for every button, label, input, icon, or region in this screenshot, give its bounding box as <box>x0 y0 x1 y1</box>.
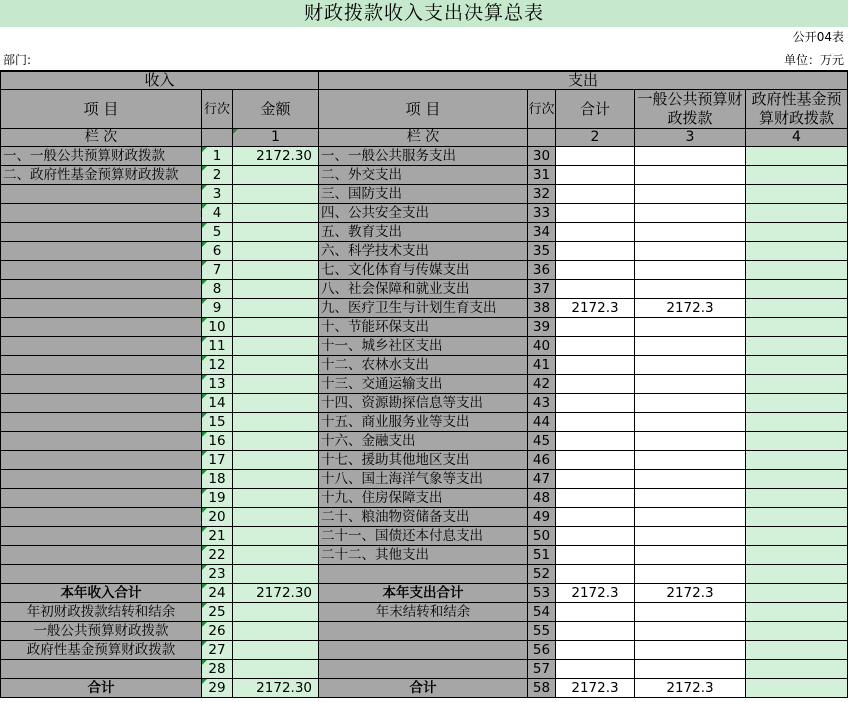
table-row <box>1 432 848 451</box>
expense-total-cell[interactable] <box>556 394 635 413</box>
table-row <box>1 318 848 337</box>
expense-total-cell[interactable] <box>556 204 635 223</box>
expense-line-no-cell: 33 <box>528 204 556 223</box>
table-row <box>1 470 848 489</box>
expense-item-cell: 十九、住房保障支出 <box>319 489 528 508</box>
expense-fund-budget-cell[interactable] <box>746 489 848 508</box>
income-amount-cell[interactable] <box>233 242 319 261</box>
expense-general-budget-cell[interactable] <box>635 318 746 337</box>
table-row <box>1 489 848 508</box>
expense-item-cell <box>319 565 528 584</box>
expense-line-no-cell: 54 <box>528 603 556 622</box>
expense-item-cell <box>319 660 528 679</box>
income-amount-cell[interactable] <box>233 261 319 280</box>
expense-general-budget-cell[interactable] <box>635 622 746 641</box>
expense-general-budget-cell[interactable] <box>635 337 746 356</box>
expense-fund-budget-cell[interactable] <box>746 527 848 546</box>
expense-item-cell: 十四、资源勘探信息等支出 <box>319 394 528 413</box>
expense-fund-budget-cell[interactable] <box>746 147 848 166</box>
table-row <box>1 660 848 679</box>
expense-line-no-cell: 40 <box>528 337 556 356</box>
income-item-cell <box>1 660 202 679</box>
income-line-no-cell: 8 <box>202 280 233 299</box>
expense-general-budget-cell[interactable] <box>635 204 746 223</box>
expense-total-cell[interactable] <box>556 413 635 432</box>
expense-fund-budget-cell[interactable] <box>746 223 848 242</box>
expense-fund-budget-cell[interactable] <box>746 299 848 318</box>
expense-fund-budget-cell[interactable] <box>746 280 848 299</box>
expense-total-cell[interactable]: 2172.3 <box>556 584 635 603</box>
expense-item-cell: 十五、商业服务业等支出 <box>319 413 528 432</box>
income-item-cell <box>1 489 202 508</box>
expense-general-budget-cell[interactable] <box>635 527 746 546</box>
form-code: 公开04表 <box>792 30 844 44</box>
income-amount-cell[interactable] <box>233 489 319 508</box>
income-amount-cell[interactable]: 2172.30 <box>233 584 319 603</box>
income-line-no-cell: 18 <box>202 470 233 489</box>
expense-item-cell: 二十一、国债还本付息支出 <box>319 527 528 546</box>
table-row <box>1 622 848 641</box>
income-item-cell: 二、政府性基金预算财政拨款 <box>1 166 202 185</box>
expense-line-no-cell: 42 <box>528 375 556 394</box>
expense-total-cell[interactable] <box>556 508 635 527</box>
expense-item-cell: 九、医疗卫生与计划生育支出 <box>319 299 528 318</box>
expense-line-no-cell: 45 <box>528 432 556 451</box>
income-line-no-cell: 27 <box>202 641 233 660</box>
income-line-no-cell: 26 <box>202 622 233 641</box>
expense-fund-budget-cell[interactable] <box>746 508 848 527</box>
expense-line-no-cell: 46 <box>528 451 556 470</box>
column-index-3: 3 <box>635 129 746 147</box>
income-line-no-cell: 5 <box>202 223 233 242</box>
income-item-cell <box>1 508 202 527</box>
expense-general-budget-cell[interactable] <box>635 166 746 185</box>
expense-line-no-cell: 57 <box>528 660 556 679</box>
expense-general-budget-cell[interactable] <box>635 185 746 204</box>
expense-total-cell[interactable] <box>556 622 635 641</box>
expense-fund-budget-cell[interactable] <box>746 660 848 679</box>
table-row <box>1 584 848 603</box>
income-amount-cell[interactable] <box>233 508 319 527</box>
income-line-no-cell: 10 <box>202 318 233 337</box>
column-index-1: 1 <box>233 129 319 147</box>
unit-label: 单位：万元 <box>783 53 844 67</box>
column-index-2: 2 <box>556 129 635 147</box>
expense-fund-budget-cell[interactable] <box>746 641 848 660</box>
income-line-no-cell: 6 <box>202 242 233 261</box>
table-row <box>1 565 848 584</box>
income-amount-cell[interactable] <box>233 603 319 622</box>
income-amount-cell[interactable] <box>233 432 319 451</box>
income-amount-cell[interactable] <box>233 204 319 223</box>
expense-fund-budget-cell[interactable] <box>746 470 848 489</box>
table-row <box>1 508 848 527</box>
income-amount-cell[interactable] <box>233 394 319 413</box>
income-item-cell <box>1 470 202 489</box>
expense-line-no-cell: 30 <box>528 147 556 166</box>
expense-general-budget-cell[interactable] <box>635 223 746 242</box>
expense-total-cell[interactable] <box>556 280 635 299</box>
table-row <box>1 527 848 546</box>
expense-total-cell[interactable] <box>556 660 635 679</box>
expense-line-no-cell: 44 <box>528 413 556 432</box>
table-row <box>1 261 848 280</box>
table-row <box>1 299 848 318</box>
page-title: 财政拨款收入支出决算总表 <box>0 0 848 27</box>
expense-fund-budget-cell[interactable] <box>746 546 848 565</box>
expense-general-budget-cell[interactable] <box>635 432 746 451</box>
expense-total-cell[interactable] <box>556 565 635 584</box>
table-row <box>1 451 848 470</box>
table-row <box>1 185 848 204</box>
column-row-label: 栏 次 <box>319 129 528 147</box>
expense-item-cell: 二十、粮油物资储备支出 <box>319 508 528 527</box>
income-amount-cell[interactable] <box>233 470 319 489</box>
expense-general-budget-cell[interactable] <box>635 356 746 375</box>
expense-general-budget-cell[interactable] <box>635 603 746 622</box>
income-item-cell <box>1 432 202 451</box>
expense-general-budget-cell[interactable] <box>635 565 746 584</box>
expense-general-budget-cell[interactable] <box>635 280 746 299</box>
income-amount-cell[interactable] <box>233 527 319 546</box>
income-amount-cell[interactable] <box>233 299 319 318</box>
expense-fund-budget-cell[interactable] <box>746 451 848 470</box>
expense-fund-budget-cell[interactable] <box>746 375 848 394</box>
expense-general-budget-cell[interactable]: 2172.3 <box>635 299 746 318</box>
income-line-no-cell: 14 <box>202 394 233 413</box>
income-item-cell: 合计 <box>1 679 202 698</box>
amount-header: 金额 <box>233 90 319 129</box>
expense-fund-budget-cell[interactable] <box>746 318 848 337</box>
income-line-no-header: 行次 <box>202 90 233 129</box>
expense-line-no-cell: 39 <box>528 318 556 337</box>
income-item-cell <box>1 413 202 432</box>
fund-budget-header: 政府性基金预算财政拨款 <box>746 90 848 129</box>
expense-item-cell <box>319 622 528 641</box>
income-line-no-cell: 22 <box>202 546 233 565</box>
expense-general-budget-cell[interactable] <box>635 394 746 413</box>
expense-line-no-cell: 47 <box>528 470 556 489</box>
expense-fund-budget-cell[interactable] <box>746 356 848 375</box>
income-item-cell <box>1 185 202 204</box>
income-line-no-cell: 20 <box>202 508 233 527</box>
income-line-no-cell: 3 <box>202 185 233 204</box>
income-amount-cell[interactable]: 2172.30 <box>233 147 319 166</box>
expense-general-budget-cell[interactable] <box>635 242 746 261</box>
expense-total-cell[interactable] <box>556 641 635 660</box>
expense-item-cell: 七、文化体育与传媒支出 <box>319 261 528 280</box>
expense-total-cell[interactable] <box>556 546 635 565</box>
income-amount-cell[interactable] <box>233 546 319 565</box>
income-item-cell <box>1 527 202 546</box>
income-line-no-cell: 21 <box>202 527 233 546</box>
table-row <box>1 413 848 432</box>
expense-total-cell[interactable] <box>556 603 635 622</box>
expense-fund-budget-cell[interactable] <box>746 242 848 261</box>
expense-line-no-cell: 48 <box>528 489 556 508</box>
expense-fund-budget-cell[interactable] <box>746 603 848 622</box>
expense-total-cell[interactable] <box>556 432 635 451</box>
expense-general-budget-cell[interactable]: 2172.3 <box>635 584 746 603</box>
table-row <box>1 394 848 413</box>
expense-item-cell: 十六、金融支出 <box>319 432 528 451</box>
column-row-blank <box>202 129 233 147</box>
income-line-no-cell: 15 <box>202 413 233 432</box>
income-line-no-cell: 4 <box>202 204 233 223</box>
income-amount-cell[interactable] <box>233 375 319 394</box>
expense-total-cell[interactable] <box>556 337 635 356</box>
expense-general-budget-cell[interactable] <box>635 413 746 432</box>
expense-section-header: 支出 <box>319 71 848 90</box>
expense-total-cell[interactable] <box>556 166 635 185</box>
expense-item-cell: 二、外交支出 <box>319 166 528 185</box>
expense-total-cell[interactable] <box>556 489 635 508</box>
expense-total-cell[interactable] <box>556 451 635 470</box>
income-item-cell <box>1 356 202 375</box>
income-amount-cell[interactable] <box>233 318 319 337</box>
expense-line-no-cell: 32 <box>528 185 556 204</box>
income-line-no-cell: 1 <box>202 147 233 166</box>
expense-total-cell[interactable] <box>556 470 635 489</box>
expense-line-no-cell: 55 <box>528 622 556 641</box>
table-row <box>1 147 848 166</box>
budget-table <box>0 70 848 698</box>
general-budget-header: 一般公共预算财政拨款 <box>635 90 746 129</box>
income-amount-cell[interactable] <box>233 337 319 356</box>
expense-item-cell: 十八、国土海洋气象等支出 <box>319 470 528 489</box>
income-line-no-cell: 28 <box>202 660 233 679</box>
expense-general-budget-cell[interactable] <box>635 451 746 470</box>
income-amount-cell[interactable] <box>233 565 319 584</box>
income-amount-cell[interactable] <box>233 660 319 679</box>
expense-total-cell[interactable] <box>556 185 635 204</box>
expense-general-budget-cell[interactable]: 2172.3 <box>635 679 746 698</box>
expense-general-budget-cell[interactable] <box>635 261 746 280</box>
expense-fund-budget-cell[interactable] <box>746 166 848 185</box>
income-line-no-cell: 11 <box>202 337 233 356</box>
expense-item-cell: 十七、援助其他地区支出 <box>319 451 528 470</box>
expense-item-cell <box>319 641 528 660</box>
expense-fund-budget-cell[interactable] <box>746 204 848 223</box>
expense-general-budget-cell[interactable] <box>635 375 746 394</box>
income-item-cell <box>1 242 202 261</box>
column-index-4: 4 <box>746 129 848 147</box>
income-item-cell <box>1 204 202 223</box>
expense-line-no-header: 行次 <box>528 90 556 129</box>
income-item-cell <box>1 394 202 413</box>
income-line-no-cell: 25 <box>202 603 233 622</box>
table-row <box>1 641 848 660</box>
expense-line-no-cell: 36 <box>528 261 556 280</box>
expense-general-budget-cell[interactable] <box>635 660 746 679</box>
expense-item-cell: 十一、城乡社区支出 <box>319 337 528 356</box>
income-item-header: 项 目 <box>1 90 202 129</box>
expense-item-cell: 六、科学技术支出 <box>319 242 528 261</box>
income-line-no-cell: 9 <box>202 299 233 318</box>
expense-total-cell[interactable] <box>556 147 635 166</box>
table-row <box>1 337 848 356</box>
expense-item-cell: 八、社会保障和就业支出 <box>319 280 528 299</box>
expense-item-cell: 三、国防支出 <box>319 185 528 204</box>
expense-item-header: 项 目 <box>319 90 528 129</box>
income-item-cell: 年初财政拨款结转和结余 <box>1 603 202 622</box>
expense-general-budget-cell[interactable] <box>635 470 746 489</box>
expense-general-budget-cell[interactable] <box>635 147 746 166</box>
income-item-cell <box>1 223 202 242</box>
expense-total-cell[interactable]: 2172.3 <box>556 299 635 318</box>
expense-item-cell: 二十二、其他支出 <box>319 546 528 565</box>
expense-general-budget-cell[interactable] <box>635 489 746 508</box>
income-line-no-cell: 29 <box>202 679 233 698</box>
income-item-cell <box>1 451 202 470</box>
income-amount-cell[interactable] <box>233 356 319 375</box>
income-amount-cell[interactable] <box>233 185 319 204</box>
expense-line-no-cell: 38 <box>528 299 556 318</box>
expense-fund-budget-cell[interactable] <box>746 584 848 603</box>
income-item-cell <box>1 280 202 299</box>
expense-item-cell: 十、节能环保支出 <box>319 318 528 337</box>
income-line-no-cell: 12 <box>202 356 233 375</box>
expense-general-budget-cell[interactable] <box>635 546 746 565</box>
income-amount-cell[interactable] <box>233 280 319 299</box>
expense-fund-budget-cell[interactable] <box>746 261 848 280</box>
expense-item-cell: 一、一般公共服务支出 <box>319 147 528 166</box>
table-row <box>1 166 848 185</box>
expense-line-no-cell: 52 <box>528 565 556 584</box>
expense-item-cell: 五、教育支出 <box>319 223 528 242</box>
expense-general-budget-cell[interactable] <box>635 641 746 660</box>
table-row <box>1 223 848 242</box>
table-row <box>1 204 848 223</box>
expense-line-no-cell: 34 <box>528 223 556 242</box>
income-line-no-cell: 23 <box>202 565 233 584</box>
income-line-no-cell: 17 <box>202 451 233 470</box>
income-amount-cell[interactable] <box>233 223 319 242</box>
income-line-no-cell: 13 <box>202 375 233 394</box>
expense-item-cell: 十三、交通运输支出 <box>319 375 528 394</box>
income-amount-cell[interactable] <box>233 166 319 185</box>
income-item-cell: 本年收入合计 <box>1 584 202 603</box>
expense-line-no-cell: 49 <box>528 508 556 527</box>
expense-fund-budget-cell[interactable] <box>746 679 848 698</box>
expense-fund-budget-cell[interactable] <box>746 565 848 584</box>
expense-item-cell: 本年支出合计 <box>319 584 528 603</box>
expense-line-no-cell: 41 <box>528 356 556 375</box>
expense-total-cell[interactable] <box>556 527 635 546</box>
department-label: 部门: <box>3 53 32 67</box>
expense-line-no-cell: 51 <box>528 546 556 565</box>
income-amount-cell[interactable] <box>233 622 319 641</box>
expense-total-cell[interactable] <box>556 318 635 337</box>
income-item-cell: 一、一般公共预算财政拨款 <box>1 147 202 166</box>
expense-line-no-cell: 53 <box>528 584 556 603</box>
table-row <box>1 356 848 375</box>
expense-item-cell: 年末结转和结余 <box>319 603 528 622</box>
expense-line-no-cell: 31 <box>528 166 556 185</box>
expense-fund-budget-cell[interactable] <box>746 432 848 451</box>
table-row <box>1 603 848 622</box>
income-amount-cell[interactable] <box>233 451 319 470</box>
expense-fund-budget-cell[interactable] <box>746 394 848 413</box>
income-item-cell <box>1 546 202 565</box>
column-row-label: 栏 次 <box>1 129 202 147</box>
expense-item-cell: 十二、农林水支出 <box>319 356 528 375</box>
expense-line-no-cell: 56 <box>528 641 556 660</box>
expense-line-no-cell: 43 <box>528 394 556 413</box>
income-line-no-cell: 24 <box>202 584 233 603</box>
income-item-cell: 一般公共预算财政拨款 <box>1 622 202 641</box>
expense-total-cell[interactable] <box>556 356 635 375</box>
income-item-cell <box>1 565 202 584</box>
expense-fund-budget-cell[interactable] <box>746 622 848 641</box>
income-line-no-cell: 7 <box>202 261 233 280</box>
income-line-no-cell: 16 <box>202 432 233 451</box>
income-amount-cell[interactable]: 2172.30 <box>233 679 319 698</box>
expense-fund-budget-cell[interactable] <box>746 413 848 432</box>
expense-line-no-cell: 50 <box>528 527 556 546</box>
income-item-cell <box>1 299 202 318</box>
income-line-no-cell: 19 <box>202 489 233 508</box>
expense-total-cell[interactable]: 2172.3 <box>556 679 635 698</box>
total-header: 合计 <box>556 90 635 129</box>
income-item-cell: 政府性基金预算财政拨款 <box>1 641 202 660</box>
expense-fund-budget-cell[interactable] <box>746 337 848 356</box>
table-row <box>1 280 848 299</box>
income-line-no-cell: 2 <box>202 166 233 185</box>
expense-general-budget-cell[interactable] <box>635 508 746 527</box>
income-item-cell <box>1 318 202 337</box>
expense-fund-budget-cell[interactable] <box>746 185 848 204</box>
income-item-cell <box>1 261 202 280</box>
table-row <box>1 679 848 698</box>
table-row <box>1 546 848 565</box>
expense-line-no-cell: 35 <box>528 242 556 261</box>
expense-item-cell: 四、公共安全支出 <box>319 204 528 223</box>
income-amount-cell[interactable] <box>233 413 319 432</box>
expense-item-cell: 合计 <box>319 679 528 698</box>
expense-line-no-cell: 37 <box>528 280 556 299</box>
expense-total-cell[interactable] <box>556 242 635 261</box>
column-row-blank <box>528 129 556 147</box>
income-amount-cell[interactable] <box>233 641 319 660</box>
income-section-header: 收入 <box>1 71 319 90</box>
table-row <box>1 242 848 261</box>
expense-line-no-cell: 58 <box>528 679 556 698</box>
expense-total-cell[interactable] <box>556 375 635 394</box>
table-row <box>1 375 848 394</box>
expense-total-cell[interactable] <box>556 223 635 242</box>
expense-total-cell[interactable] <box>556 261 635 280</box>
income-item-cell <box>1 375 202 394</box>
income-item-cell <box>1 337 202 356</box>
